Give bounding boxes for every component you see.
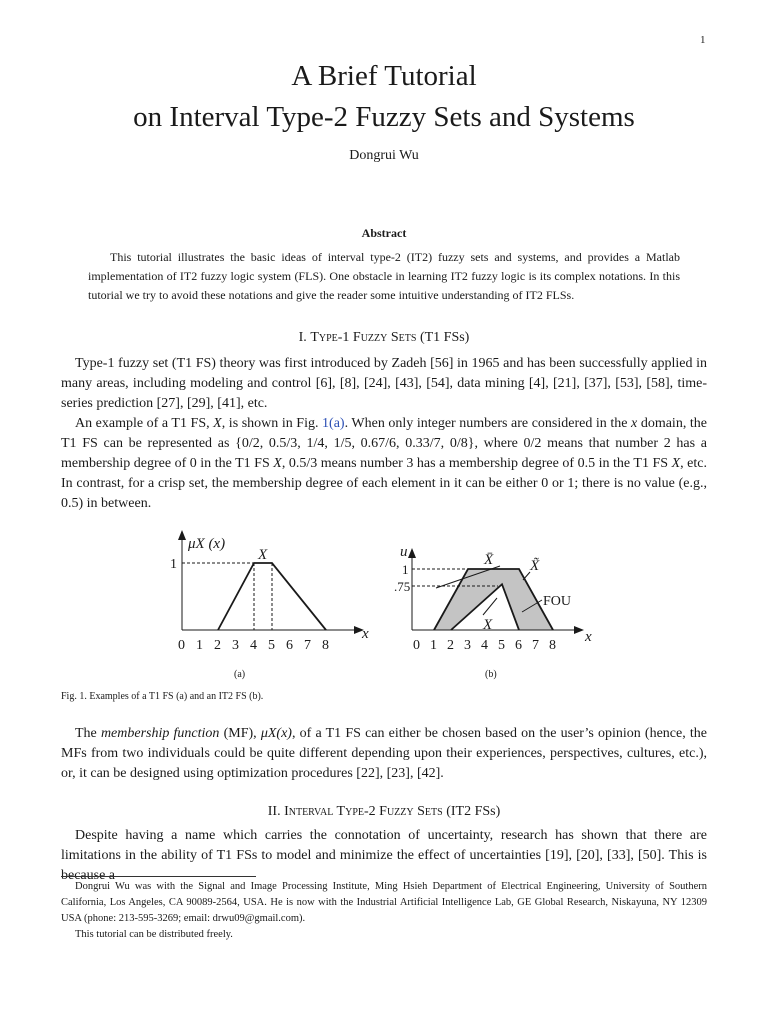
fig-a-tick-4: 4 [250,638,257,653]
fig-b-x-arrow [574,626,584,634]
fig-b-tilde-label-pointer [523,572,530,580]
section-1-paragraph-2 [61,414,707,514]
page-number: 1 [700,34,706,46]
paper-title-line-1: A Brief Tutorial [291,60,477,92]
figure-1a-link[interactable]: 1(a) [322,416,345,431]
fig-b-x-label: x [585,629,592,645]
p2-text-g: , [281,456,289,471]
footnote-distribution: This tutorial can be distributed freely. [75,929,233,940]
figure-1a-panel [170,530,369,653]
fig-b-tick-2: 2 [447,638,454,653]
section-1-abbr: (T1 FSs) [419,330,470,345]
fig-b-tick-3: 3 [464,638,471,653]
p3-text-a: The [75,726,101,741]
fig-a-tick-8: 8 [322,638,329,653]
figure-1a-sublabel: (a) [234,669,246,680]
section-2-paragraph-1: Despite having a name which carries the connotation of uncertainty, research has shown that there are limitations in the ability of T1 FSs to model and minimize the effect of uncertainties [19], [20], [33], [50]. This is because a [61,828,707,883]
fig-a-tick-1: 1 [196,638,203,653]
author: Dongrui Wu [349,148,419,163]
p2-math-x-domain: x [631,416,638,431]
p2-text-d: domain, the T1 FS can be represented as [61,416,707,451]
p2-text-e: , where [474,436,524,451]
fig-b-one-label: 1 [402,562,409,577]
p3-math-mu: μX(x) [260,726,292,741]
fig-b-tick-5: 5 [498,638,505,653]
fig-b-tick-8: 8 [549,638,556,653]
figure-1b-panel [394,544,592,653]
section-1-paragraph-3 [61,724,707,784]
fig-a-tick-0: 0 [178,638,185,653]
section-2-title: Interval Type-2 Fuzzy Sets [284,804,443,819]
footnote-rule [61,876,256,877]
paper-title-line-2: on Interval Type-2 Fuzzy Sets and Systems [133,101,635,133]
abstract-heading: Abstract [361,226,407,240]
fig-a-set-label: X [258,547,268,563]
p3-text-c: , of a T1 FS can either be chosen based on the user’s opinion (hence, the MFs from two individuals could be quite different depending upon their experiences, perspectives, cultures, etc.), or, it can be designed using optimization procedures [22], [23], [42]. [61,726,708,781]
p2-text-c: . When only integer numbers are considered in the [344,416,632,431]
section-2-numeral: II. [267,804,281,819]
fig-b-tick-7: 7 [532,638,539,653]
fig-b-upper-label: X̄ [484,552,494,568]
fig-a-tick-2: 2 [214,638,221,653]
footnote-affiliation: Dongrui Wu was with the Signal and Image Processing Institute, Ming Hsieh Department of Electrical Engineering, University of Southern California, Los Angeles, CA 90089-2564, USA. He is now with the Industrial Artificial Intelligence Lab, GE Global Research, Niskayuna, NY 12309 USA (phone: 213-595-3269; email: drwu09@gmail.com). [61,881,707,924]
p2-math-x-set-3: X [671,456,681,471]
fig-b-tick-4: 4 [481,638,488,653]
fig-a-tick-6: 6 [286,638,293,653]
fig-a-tick-7: 7 [304,638,311,653]
section-1-heading [0,330,768,346]
fig-a-x-label: x [362,626,369,642]
section-2-heading [0,804,768,820]
fig-a-tick-3: 3 [232,638,239,653]
p2-math-m2: 0.5/3 [288,456,318,471]
p2-math-set: {0/2, 0.5/3, 1/4, 1/5, 0.67/6, 0.33/7, 0/8} [235,436,475,451]
p2-text-i: in the T1 FS [595,456,672,471]
p2-math-x-set: X [213,416,222,431]
p2-text-a: An example of a T1 FS, [75,416,214,431]
fig-a-y-arrow [178,530,186,540]
fig-b-lower-label: X̲ [483,617,493,633]
fig-b-075-label: .75 [394,579,411,594]
figure-1-caption: Fig. 1. Examples of a T1 FS (a) and an IT2 FS (b). [61,691,264,702]
fig-b-y-label: u [400,544,408,560]
figure-1 [150,528,630,658]
p2-math-m1: 0/2 [523,436,542,451]
p2-text-b: , is shown in Fig. [221,416,323,431]
figure-1b-sublabel: (b) [485,669,497,680]
fig-b-tick-6: 6 [515,638,522,653]
fig-b-tick-1: 1 [430,638,437,653]
section-1-numeral: I. [298,330,307,345]
fig-b-y-arrow [408,548,416,558]
fig-a-y-label: μX (x) [188,536,226,552]
fig-b-tilde-label: X̃ [530,558,540,574]
p3-text-b: (MF), [219,726,261,741]
abstract-text: This tutorial illustrates the basic ideas of interval type-2 (IT2) fuzzy sets and systems, and provides a Matlab implementation of IT2 fuzzy logic system (FLS). One obstacle in learning IT2 fuzzy logic is its complex notations. In this tutorial we try to avoid these notations and give the reader some intuitive understanding of IT2 FLSs. [88,250,680,302]
p2-math-x-set-2: X [273,456,282,471]
section-2-abbr: (IT2 FSs) [446,804,501,819]
fig-a-tick-labels [178,638,329,653]
p2-text-h: means number 3 has a membership degree of [317,456,578,471]
fig-a-one-label: 1 [170,557,177,572]
p2-text-f: means that number 2 has a membership degree of 0 in the T1 FS [61,436,708,471]
fig-b-tick-labels [413,638,556,653]
p2-text-j: , etc. In contrast, for a crisp set, the membership degree of each element in it can be either 0 or 1; there is no value (e.g., 0.5) in between. [61,456,707,511]
section-1-title: Type-1 Fuzzy Sets [310,330,417,345]
fig-b-tick-0: 0 [413,638,420,653]
section-1-paragraph-1: Type-1 fuzzy set (T1 FS) theory was first introduced by Zadeh [56] in 1965 and has been successfully applied in many areas, including modeling and control [6], [8], [24], [43], [54], data mining [4], [21], [37], [53], [58], time-series prediction [27], [29], [41], etc. [61,356,707,411]
fig-a-tick-5: 5 [268,638,275,653]
p2-math-m3: 0.5 [577,456,596,471]
fig-b-fou-label: FOU [543,594,572,609]
p3-term-membership-function: membership function [100,726,220,741]
